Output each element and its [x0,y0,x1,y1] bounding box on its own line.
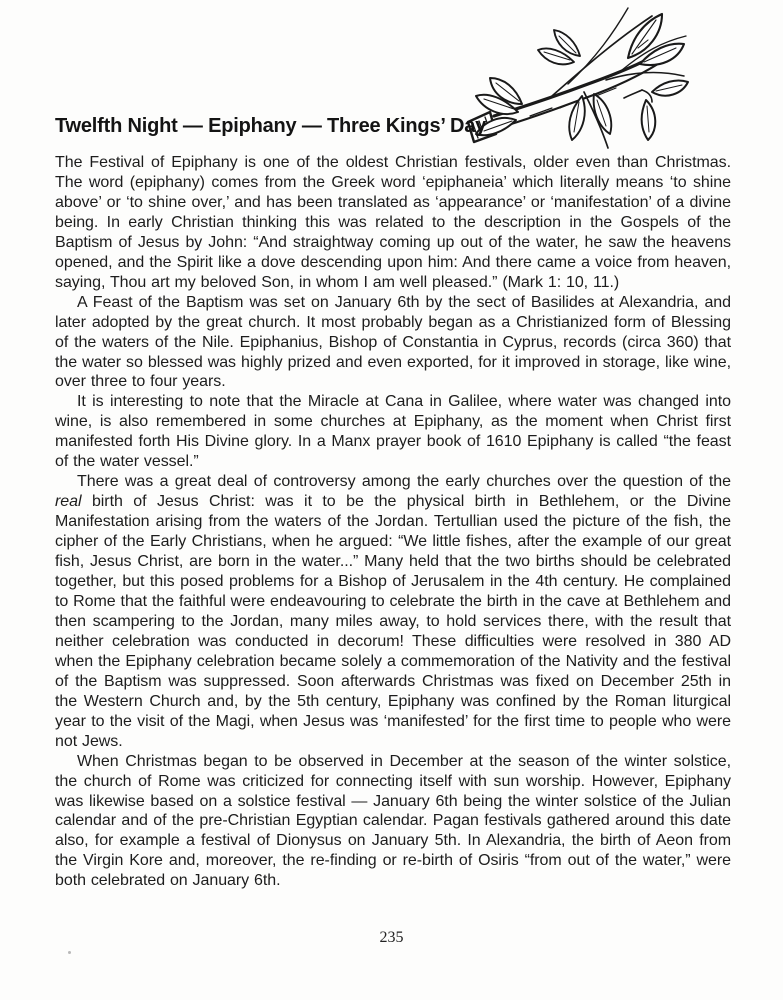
text-column [55,114,731,891]
article-body [55,153,731,891]
paragraph-4-pre: There was a great deal of controversy among the early churches over the question of the [77,473,731,491]
paragraph-4-post: birth of Jesus Christ: was it to be the physical birth in Bethlehem, or the Divine Manifestation arising from the waters of the Jordan. Tertullian used the picture of the fish, the cipher of the Early Christians, when he argued: “We little fishes, after the example of our great fish, Jesus Christ, are born in the water...” Many held that the two births should be celebrated together, but this posed problems for a Bishop of Jerusalem in the 4th century. He complained to Rome that the faithful were endeavouring to celebrate the birth in the cave at Bethlehem and then scampering to the Jordan, many miles away, to hold services there, with the result that neither celebration was conducted in decorum! These difficulties were resolved in 380 AD when the Epiphany celebration became solely a commemoration of the Nativity and the festival of the Baptism was suppressed. Soon afterwards Christmas was fixed on December 25th in the Western Church and, by the 5th century, Epiphany was confined by the Roman liturgical year to the visit of the Magi, when Jesus was ‘manifested’ for the first time to people who were not Jews. [55,493,731,750]
paragraph-4-italic-word: real [55,493,82,511]
paragraph-4 [55,472,731,751]
page-title: Twelfth Night — Epiphany — Three Kings’ Day [55,115,487,137]
paragraph-5: When Christmas began to be observed in December at the season of the winter solstice, the church of Rome was criticized for connecting itself with sun worship. However, Epiphany was likewise based on a solstice festival — January 6th being the winter solstice of the Julian calendar and of the pre-Christian Egyptian calendar. Pagan festivals gathered around this date also, for example a festival of Dionysus on January 5th. In Alexandria, the birth of Aeon from the Virgin Kore and, moreover, the re-finding or re-birth of Osiris “from out of the water,” were both celebrated on January 6th. [55,752,731,890]
paragraph-3: It is interesting to note that the Miracle at Cana in Galilee, where water was changed into wine, is also remembered in some churches at Epiphany, as the moment when Christ first manifested forth His Divine glory. In a Manx prayer book of 1610 Epiphany is called “the feast of the water vessel.” [55,393,731,471]
paragraph-2: A Feast of the Baptism was set on January 6th by the sect of Basilides at Alexandria, and later adopted by the great church. It most probably began as a Christianized form of Blessing of the waters of the Nile. Epiphanius, Bishop of Constantia in Cyprus, records (circa 360) that the water so blessed was highly prized and even exported, for it improved in storage, like wine, over three to four years. [55,293,731,391]
scan-artifact-dot [68,951,71,954]
page-number: 235 [379,929,404,946]
paragraph-1: The Festival of Epiphany is one of the oldest Christian festivals, older even than Christmas. The word (epiphany) comes from the Greek word ‘epiphaneia’ which literally means ‘to shine above’ or ‘to shine over,’ and has been translated as ‘appearance’ or ‘manifestation’ of a divine being. In early Christian thinking this was related to the description in the Gospels of the Baptism of Jesus by John: “And straightway coming up out of the water, he saw the heavens opened, and the Spirit like a dove descending upon him: And there came a voice from heaven, saying, Thou art my beloved Son, in whom I am well pleased.” (Mark 1: 10, 11.) [55,154,731,291]
